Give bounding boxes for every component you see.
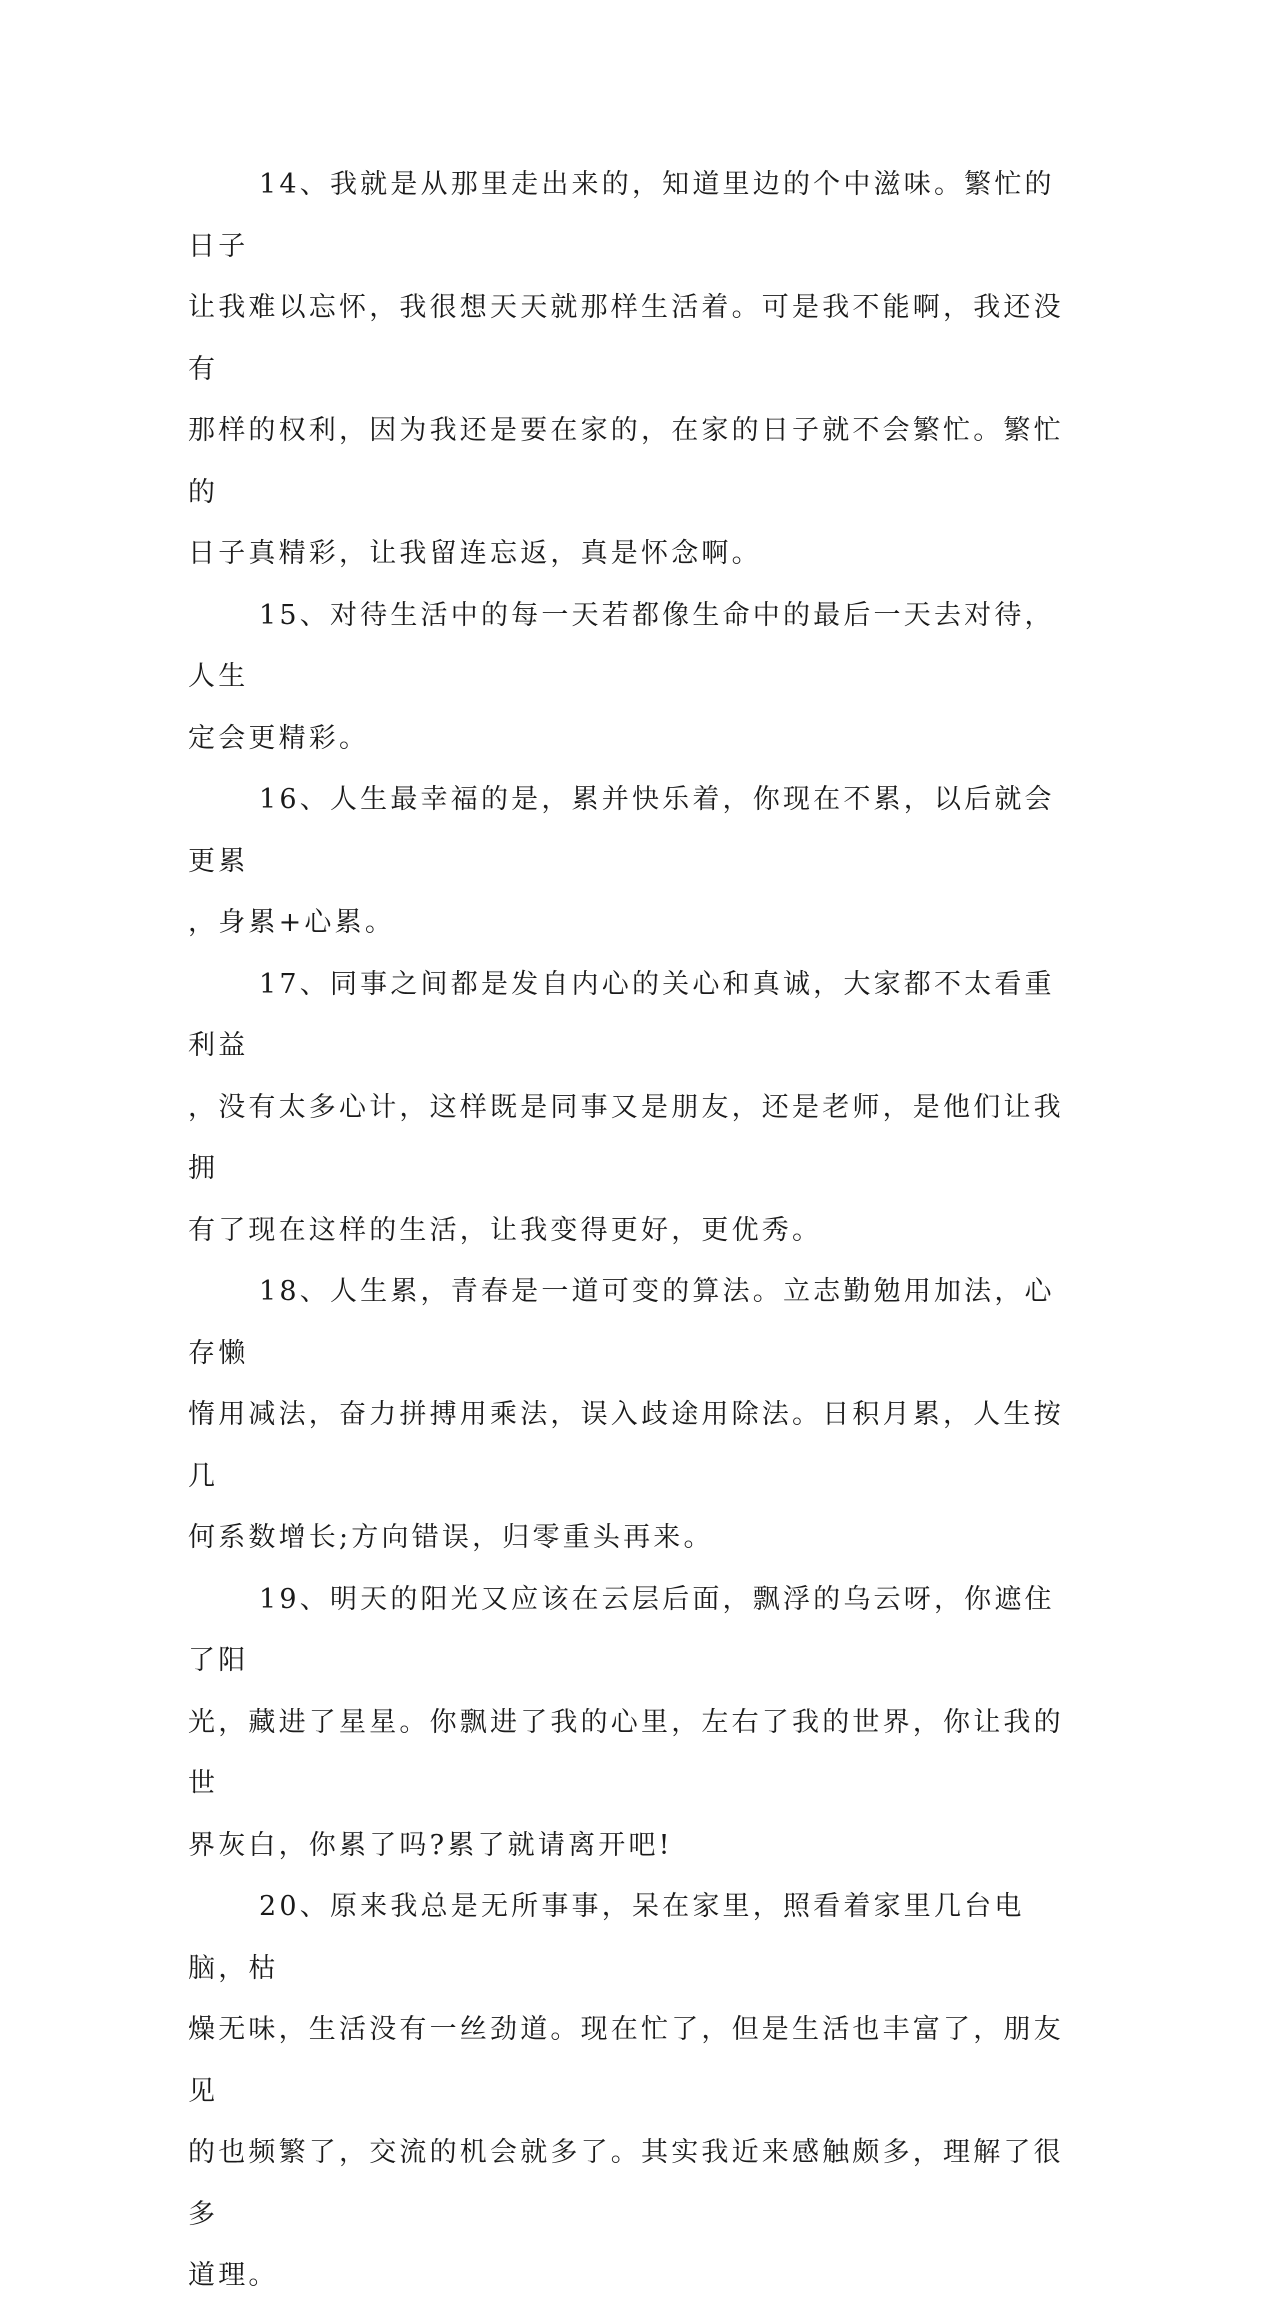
paragraph-15 xyxy=(188,585,1068,770)
document-body xyxy=(188,154,1068,2307)
paragraph-line: 15、对待生活中的每一天若都像生命中的最后一天去对待，人生 xyxy=(188,599,1055,692)
paragraph-line: 那样的权利，因为我还是要在家的，在家的日子就不会繁忙。繁忙的 xyxy=(188,415,1064,508)
paragraph-18 xyxy=(188,1261,1068,1569)
paragraph-14 xyxy=(188,154,1068,585)
paragraph-line: 定会更精彩。 xyxy=(188,722,370,754)
paragraph-line: ，身累+心累。 xyxy=(188,907,396,938)
paragraph-line: 惰用减法，奋力拼搏用乘法，误入歧途用除法。日积月累，人生按几 xyxy=(188,1399,1064,1492)
paragraph-line: 16、人生最幸福的是，累并快乐着，你现在不累，以后就会更累 xyxy=(188,784,1055,877)
paragraph-line: 的也频繁了，交流的机会就多了。其实我近来感触颇多，理解了很多 xyxy=(188,2137,1064,2230)
paragraph-line: 19、明天的阳光又应该在云层后面，飘浮的乌云呀，你遮住了阳 xyxy=(188,1583,1055,1676)
paragraph-line: 20、原来我总是无所事事，呆在家里，照看着家里几台电脑，枯 xyxy=(188,1891,1025,1984)
paragraph-19 xyxy=(188,1569,1068,1877)
paragraph-line: 何系数增长;方向错误，归零重头再来。 xyxy=(188,1522,714,1553)
paragraph-line: 让我难以忘怀，我很想天天就那样生活着。可是我不能啊，我还没有 xyxy=(188,292,1064,385)
paragraph-17 xyxy=(188,954,1068,1262)
paragraph-line: ，没有太多心计，这样既是同事又是朋友，还是老师，是他们让我拥 xyxy=(188,1091,1064,1184)
paragraph-line: 18、人生累，青春是一道可变的算法。立志勤勉用加法，心存懒 xyxy=(188,1276,1055,1369)
paragraph-line: 界灰白，你累了吗?累了就请离开吧! xyxy=(188,1829,673,1861)
paragraph-line: 光，藏进了星星。你飘进了我的心里，左右了我的世界，你让我的世 xyxy=(188,1706,1064,1799)
paragraph-line: 有了现在这样的生活，让我变得更好，更优秀。 xyxy=(188,1214,823,1246)
paragraph-line: 17、同事之间都是发自内心的关心和真诚，大家都不太看重利益 xyxy=(188,968,1055,1061)
paragraph-line: 道理。 xyxy=(188,2260,279,2291)
paragraph-line: 14、我就是从那里走出来的，知道里边的个中滋味。繁忙的日子 xyxy=(188,169,1055,262)
paragraph-16 xyxy=(188,769,1068,954)
paragraph-line: 日子真精彩，让我留连忘返，真是怀念啊。 xyxy=(188,538,762,569)
paragraph-20 xyxy=(188,1876,1068,2307)
paragraph-line: 燥无味，生活没有一丝劲道。现在忙了，但是生活也丰富了，朋友见 xyxy=(188,2014,1064,2107)
